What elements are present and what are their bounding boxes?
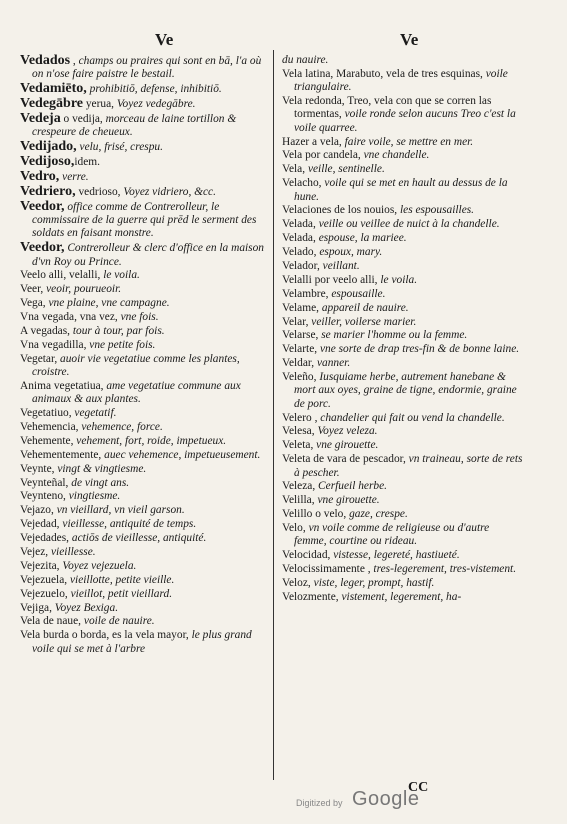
entry-term: Veer,: [20, 283, 47, 296]
running-header: [20, 30, 540, 50]
entry-term: Veldar,: [282, 357, 317, 370]
entry-definition: vne sorte de drap tres-fin & de bonne laine.: [319, 343, 520, 356]
entry-term: Velozmente,: [282, 590, 342, 603]
dictionary-entry: [282, 218, 524, 231]
entry-term: Veelo alli, velalli,: [20, 269, 104, 282]
dictionary-entry: [282, 149, 524, 162]
column-divider: [273, 50, 274, 780]
dictionary-entry: [20, 449, 266, 462]
dictionary-entry: [282, 95, 524, 135]
entry-term: Vela redonda, Treo, vela con que se corren las tormentas,: [282, 95, 492, 121]
dictionary-entry: [20, 615, 266, 628]
dictionary-entry: [20, 54, 266, 82]
entry-term: Vehemencia,: [20, 421, 82, 433]
entry-definition: Voyez vedegābre.: [116, 98, 196, 111]
entry-term: Velada,: [282, 218, 319, 231]
left-column: [20, 54, 266, 657]
dictionary-entry: [282, 371, 524, 411]
entry-definition: le voila.: [103, 269, 140, 282]
entry-term: Velilla,: [282, 494, 318, 507]
entry-term: Velarse,: [282, 329, 322, 342]
entry-definition: Iusquiame herbe, autrement hanebane & mort aux oyes, graine de tigne, endormie, graine de porc.: [294, 371, 517, 410]
entry-definition: vne petite fois.: [89, 338, 156, 351]
entry-definition: Voyez vidriero, &cc.: [123, 185, 216, 198]
dictionary-entry: [282, 591, 524, 604]
entry-term: Veleta de vara de pescador,: [282, 453, 409, 466]
entry-definition: viste, leger, prompt, hastif.: [313, 577, 435, 590]
header-right: Ve: [400, 30, 419, 49]
entry-definition: Voyez veleza.: [317, 425, 378, 438]
entry-definition: le plus grand voile qui se met à l'arbre: [32, 629, 252, 655]
entry-term: o vedija,: [60, 112, 106, 125]
entry-term: Vejiga,: [20, 601, 55, 614]
entry-term: A vegadas,: [20, 324, 73, 337]
dictionary-entry: [20, 82, 266, 96]
entry-headword: Vedegābre: [20, 96, 83, 112]
entry-term: Velalli por veelo alli,: [282, 273, 381, 286]
dictionary-entry: [282, 316, 524, 329]
entry-definition: auoir vie vegetatiue comme les plantes, croistre.: [32, 352, 240, 379]
entry-term: Vejez,: [20, 546, 51, 559]
entry-definition: voile qui se met en hault au dessus de la hune.: [294, 177, 508, 203]
entry-headword: Vedijado,: [20, 139, 77, 155]
entry-term: Velame,: [282, 301, 322, 314]
entry-definition: vistesse, legereté, hastiueté.: [333, 549, 460, 562]
dictionary-entry: [282, 288, 524, 301]
dictionary-entry: [282, 54, 524, 67]
dictionary-entry: [20, 155, 266, 169]
entry-definition: office comme de Contrerolleur, le commissaire de la guerre qui prēd le serment des soldats en faisant monstre.: [32, 200, 257, 240]
entry-term: Vela latina, Marabuto, vela de tres esquinas,: [282, 67, 486, 80]
dictionary-entry: [20, 140, 266, 154]
entry-definition: prohibitiō, defense, inhibitiō.: [89, 83, 222, 96]
dictionary-entry: [20, 353, 266, 380]
entry-definition: faire voile, se mettre en mer.: [344, 135, 474, 148]
dictionary-entry: [282, 232, 524, 245]
entry-definition: appareil de nauire.: [321, 301, 409, 314]
entry-definition: auec vehemence, impetueusement.: [104, 448, 261, 461]
entry-definition: ame vegetatiue commune aux animaux & aux plantes.: [32, 379, 241, 406]
entry-definition: vn traineau, sorte de rets à pescher.: [294, 453, 523, 479]
entry-term: Velada,: [282, 232, 319, 245]
entry-definition: veille ou veillee de nuict à la chandelle.: [318, 218, 500, 231]
entry-definition: vanner.: [316, 357, 351, 370]
entry-definition: se marier l'homme ou la femme.: [321, 329, 468, 342]
entry-term: Vehementemente,: [20, 448, 105, 461]
dictionary-entry: [20, 504, 266, 517]
entry-term: Vejedad,: [20, 518, 63, 531]
dictionary-entry: [20, 532, 266, 545]
dictionary-entry: [282, 260, 524, 273]
entry-definition: vehement, fort, roide, impetueux.: [76, 434, 227, 447]
entry-term: Vela de naue,: [20, 615, 84, 628]
dictionary-entry: [282, 343, 524, 356]
dictionary-entry: [20, 269, 266, 282]
entry-headword: Vedro,: [20, 168, 60, 184]
dictionary-entry: [20, 518, 266, 531]
entry-term: Velado,: [282, 246, 320, 259]
dictionary-entry: [20, 185, 266, 199]
dictionary-entry: [20, 297, 266, 310]
dictionary-entry: [20, 97, 266, 111]
entry-term: Hazer a vela,: [282, 135, 345, 148]
dictionary-entry: [282, 480, 524, 493]
dictionary-entry: [282, 425, 524, 438]
entry-definition: vistement, legerement, ha-: [341, 590, 462, 603]
entry-term: Velocidad,: [282, 549, 334, 562]
signature-mark: CC: [408, 780, 429, 795]
dictionary-entry: [20, 325, 266, 338]
entry-definition: tres-legerement, tres-vistement.: [373, 563, 517, 576]
dictionary-entry: [20, 170, 266, 184]
dictionary-entry: [20, 339, 266, 352]
dictionary-entry: [282, 494, 524, 507]
entry-term: Veleta,: [282, 439, 317, 452]
entry-term: Vejazo,: [20, 504, 57, 517]
entry-definition: chandelier qui fait ou vend la chandelle.: [320, 411, 505, 424]
entry-term: Velero ,: [282, 411, 321, 424]
entry-term: Veleza,: [282, 480, 319, 493]
entry-definition: veiller, voilerse marier.: [311, 315, 417, 328]
dictionary-entry: [20, 200, 266, 241]
entry-definition: le voila.: [380, 273, 418, 286]
entry-headword: Vedriero,: [20, 183, 76, 199]
dictionary-entry: [20, 602, 266, 615]
right-column: [282, 54, 524, 605]
dictionary-entry: [282, 246, 524, 259]
entry-definition: voile de nauire.: [83, 615, 155, 628]
entry-term: Vejedades,: [20, 532, 72, 545]
entry-definition: morceau de laine tortillon & crespeure de cheueux.: [32, 112, 237, 139]
entry-definition: tour à tour, par fois.: [72, 324, 165, 337]
entry-definition: vieillesse, antiquité de temps.: [62, 518, 197, 531]
entry-term: Vna vegadilla,: [20, 338, 90, 351]
entry-headword: Veedor,: [20, 240, 65, 256]
entry-definition: espousaille.: [331, 287, 386, 300]
dictionary-entry: [282, 577, 524, 590]
entry-definition: veille, sentinelle.: [307, 163, 385, 176]
entry-term: Velaciones de los nouios,: [282, 204, 400, 217]
entry-headword: Vedados: [20, 53, 71, 68]
entry-definition: voile triangulaire.: [294, 67, 508, 94]
dictionary-entry: [282, 68, 524, 95]
dictionary-entry: [282, 508, 524, 521]
entry-term: Vela,: [282, 163, 308, 176]
dictionary-entry: [20, 574, 266, 587]
entry-term: Velacho,: [282, 177, 325, 190]
dictionary-entry: [20, 629, 266, 656]
entry-definition: les espousailles.: [400, 204, 475, 217]
dictionary-entry: [20, 112, 266, 140]
entry-definition: Contrerolleur & clerc d'office en la maison d'vn Roy ou Prince.: [32, 242, 265, 268]
dictionary-entry: [282, 522, 524, 549]
entry-definition: vne plaine, vne campagne.: [48, 297, 170, 310]
entry-term: Velocissimamente ,: [282, 563, 374, 576]
entry-definition: vieillot, petit vieillard.: [70, 587, 173, 600]
entry-term: Veynte,: [20, 462, 58, 475]
dictionary-entry: [20, 546, 266, 559]
entry-term: Velesa,: [282, 425, 318, 438]
dictionary-entry: [282, 412, 524, 425]
dictionary-entry: [282, 204, 524, 217]
entry-headword: Veedor,: [20, 198, 65, 214]
entry-definition: Voyez Bexiga.: [54, 601, 119, 614]
google-logo: Google: [352, 788, 420, 810]
dictionary-entry: [20, 463, 266, 476]
entry-term: Vela por candela,: [282, 149, 364, 162]
entry-term: yerua,: [83, 98, 117, 111]
entry-definition: vne girouette.: [316, 439, 379, 452]
header-left: Ve: [155, 30, 174, 49]
entry-term: Velambre,: [282, 287, 332, 300]
entry-term: Velillo o velo,: [282, 508, 350, 521]
dictionary-entry: [282, 136, 524, 149]
dictionary-entry: [282, 439, 524, 452]
entry-definition: veillant.: [322, 259, 360, 272]
entry-definition: verre.: [62, 170, 89, 183]
entry-definition: espouse, la mariee.: [318, 232, 407, 245]
dictionary-entry: [282, 357, 524, 370]
dictionary-entry: [20, 421, 266, 434]
entry-definition: vehemence, force.: [81, 421, 163, 433]
entry-term: Vega,: [20, 297, 49, 310]
entry-definition: gaze, crespe.: [349, 508, 408, 521]
entry-term: Vejezuelo,: [20, 587, 71, 600]
dictionary-entry: [20, 588, 266, 601]
dictionary-entry: [20, 560, 266, 573]
entry-term: Anima vegetatiua,: [20, 379, 107, 392]
entry-term: Vegetatiuo,: [20, 407, 75, 420]
entry-definition: Cerfueil herbe.: [318, 480, 388, 493]
dictionary-entry: [282, 177, 524, 204]
entry-definition: vn vieillard, vn vieil garson.: [56, 504, 185, 517]
entry-definition: vingtiesme.: [68, 490, 121, 503]
entry-definition: Voyez vejezuela.: [62, 559, 137, 572]
entry-term: Vejezita,: [20, 559, 63, 572]
entry-term: Vehemente,: [20, 434, 77, 447]
entry-headword: Vedijoso,: [20, 154, 75, 170]
entry-definition: actiōs de vieillesse, antiquité.: [71, 532, 207, 545]
entry-definition: veoir, pourueoir.: [46, 283, 122, 296]
dictionary-entry: [20, 435, 266, 448]
dictionary-entry: [282, 549, 524, 562]
dictionary-entry: [20, 490, 266, 503]
entry-term: Vna vegada, vna vez,: [20, 311, 121, 324]
entry-term: Veynteno,: [20, 490, 69, 503]
dictionary-entry: [20, 283, 266, 296]
dictionary-entry: [20, 311, 266, 324]
entry-term: Vela burda o borda, es la vela mayor,: [20, 629, 192, 642]
entry-definition: vne chandelle.: [363, 149, 430, 162]
entry-term: Velar,: [282, 315, 312, 328]
entry-term: Vejezuela,: [20, 573, 70, 586]
entry-definition: vegetatif.: [74, 407, 117, 420]
dictionary-entry: [282, 302, 524, 315]
entry-term: Velo,: [282, 522, 309, 535]
dictionary-entry: [282, 163, 524, 176]
entry-definition: champs ou praires qui sont en bā, l'a où on n'ose faire paistre le bestail.: [32, 55, 262, 81]
entry-term: Vegetar,: [20, 352, 61, 365]
digitized-text: Digitized by: [296, 798, 343, 808]
entry-definition: vingt & vingtiesme.: [57, 462, 147, 475]
entry-definition: du nauire.: [282, 54, 329, 66]
entry-definition: velu, frisé, crespu.: [79, 141, 163, 154]
dictionary-entry: [282, 274, 524, 287]
entry-term: ,: [70, 55, 79, 67]
entry-definition: vn voile comme de religieuse ou d'autre femme, courtine ou rideau.: [294, 522, 490, 548]
entry-definition: espoux, mary.: [319, 246, 383, 259]
entry-term: Veynteñal,: [20, 476, 72, 489]
dictionary-entry: [20, 241, 266, 269]
dictionary-entry: [282, 453, 524, 480]
entry-headword: Vedeja: [20, 110, 61, 126]
entry-term: Velarte,: [282, 343, 320, 356]
dictionary-entry: [282, 563, 524, 576]
entry-term: idem.: [74, 156, 100, 169]
dictionary-entry: [20, 380, 266, 407]
entry-definition: vieillesse.: [51, 546, 96, 559]
dictionary-entry: [20, 407, 266, 420]
entry-term: Veloz,: [282, 577, 314, 590]
entry-term: Veleño,: [282, 371, 320, 384]
entry-definition: voile ronde selon aucuns Treo c'est la voile quarree.: [294, 108, 516, 134]
entry-definition: de vingt ans.: [71, 476, 130, 489]
entry-definition: vne girouette.: [317, 494, 380, 507]
entry-term: vedrioso,: [75, 185, 124, 198]
dictionary-entry: [282, 329, 524, 342]
dictionary-entry: [20, 477, 266, 490]
entry-definition: vne fois.: [120, 311, 159, 324]
entry-term: Velador,: [282, 259, 323, 272]
entry-definition: vieillotte, petite vieille.: [69, 573, 175, 586]
entry-headword: Vedamiēto,: [20, 81, 87, 97]
